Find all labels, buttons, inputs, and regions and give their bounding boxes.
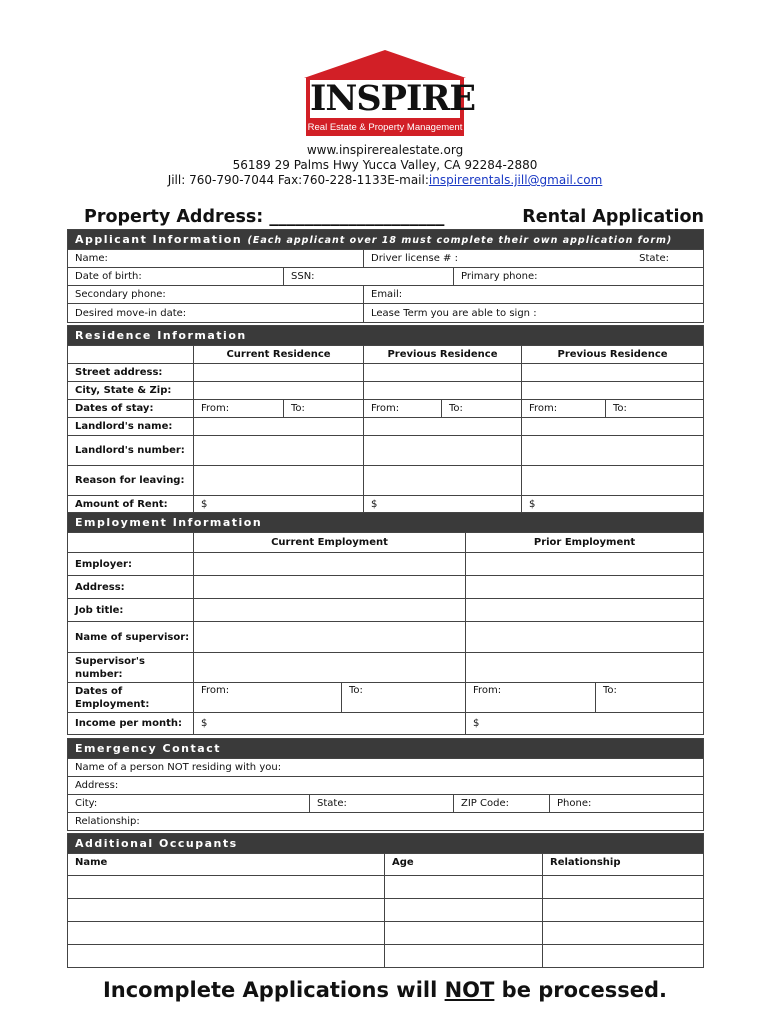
company-logo — [304, 50, 476, 140]
phones-text: Jill: 760-790-7044 Fax:760-228-1133E-mail: — [167, 173, 429, 187]
applicant-table — [67, 229, 704, 323]
stay-to-current[interactable]: To: — [284, 400, 364, 418]
occupant-1-relationship[interactable] — [543, 876, 704, 899]
row-dates-employment: Dates of Employment: — [68, 683, 194, 713]
dob-field[interactable]: Date of birth: — [68, 268, 284, 286]
applicant-header — [68, 230, 704, 250]
occupant-4-age[interactable] — [385, 945, 543, 968]
city-prev-1[interactable] — [364, 382, 522, 400]
emergency-city-field[interactable]: City: — [68, 795, 310, 813]
row-landlord-number: Landlord's number: — [68, 436, 194, 466]
emergency-phone-field[interactable]: Phone: — [550, 795, 704, 813]
landlord-prev-1[interactable] — [364, 418, 522, 436]
col-current-residence: Current Residence — [194, 346, 364, 364]
email-link[interactable]: inspirerentals.jill@gmail.com — [428, 173, 603, 187]
page-title: Rental Application — [522, 207, 704, 227]
row-reason-leaving: Reason for leaving: — [68, 466, 194, 496]
applicant-header-title: Applicant Information — [75, 233, 243, 246]
reason-prev-2[interactable] — [522, 466, 704, 496]
license-label: Driver license # : — [371, 253, 458, 264]
emergency-relationship-field[interactable]: Relationship: — [68, 813, 704, 831]
emp-from-current[interactable]: From: — [194, 683, 342, 713]
emergency-address-field[interactable]: Address: — [68, 777, 704, 795]
row-address: Address: — [68, 576, 194, 599]
income-current[interactable]: $ — [194, 713, 466, 735]
row-income: Income per month: — [68, 713, 194, 735]
street-current[interactable] — [194, 364, 364, 382]
rent-current[interactable]: $ — [194, 496, 364, 514]
street-prev-1[interactable] — [364, 364, 522, 382]
footer-post: be processed. — [494, 978, 668, 1002]
occupants-table — [67, 833, 704, 968]
col-previous-residence-2: Previous Residence — [522, 346, 704, 364]
row-supervisor-number: Supervisor's number: — [68, 653, 194, 683]
rent-prev-2[interactable]: $ — [522, 496, 704, 514]
city-current[interactable] — [194, 382, 364, 400]
landlord-prev-2[interactable] — [522, 418, 704, 436]
emergency-table — [67, 738, 704, 831]
emergency-zip-field[interactable]: ZIP Code: — [454, 795, 550, 813]
col-occupant-age: Age — [385, 854, 543, 876]
job-title-prior[interactable] — [466, 599, 704, 622]
employment-table — [67, 512, 704, 735]
logo-roof — [304, 50, 466, 78]
occupant-1-age[interactable] — [385, 876, 543, 899]
supervisor-prior[interactable] — [466, 622, 704, 653]
row-job-title: Job title: — [68, 599, 194, 622]
footer-emphasis: NOT — [444, 978, 495, 1002]
landlord-number-current[interactable] — [194, 436, 364, 466]
col-current-employment: Current Employment — [194, 533, 466, 553]
occupants-header: Additional Occupants — [68, 834, 704, 854]
employer-prior[interactable] — [466, 553, 704, 576]
address-current[interactable] — [194, 576, 466, 599]
col-occupant-name: Name — [68, 854, 385, 876]
supervisor-number-current[interactable] — [194, 653, 466, 683]
row-city-state-zip: City, State & Zip: — [68, 382, 194, 400]
occupant-2-name[interactable] — [68, 899, 385, 922]
occupant-4-name[interactable] — [68, 945, 385, 968]
employment-corner — [68, 533, 194, 553]
email-field[interactable]: Email: — [364, 286, 704, 304]
city-prev-2[interactable] — [522, 382, 704, 400]
primary-phone-field[interactable]: Primary phone: — [454, 268, 704, 286]
row-street-address: Street address: — [68, 364, 194, 382]
occupant-1-name[interactable] — [68, 876, 385, 899]
emergency-state-field[interactable]: State: — [310, 795, 454, 813]
emp-from-prior[interactable]: From: — [466, 683, 596, 713]
residence-corner — [68, 346, 194, 364]
logo-tagline: Real Estate & Property Management — [307, 122, 463, 133]
reason-current[interactable] — [194, 466, 364, 496]
emergency-header: Emergency Contact — [68, 739, 704, 759]
stay-from-current[interactable]: From: — [194, 400, 284, 418]
rent-prev-1[interactable]: $ — [364, 496, 522, 514]
landlord-current[interactable] — [194, 418, 364, 436]
occupant-2-age[interactable] — [385, 899, 543, 922]
supervisor-number-prior[interactable] — [466, 653, 704, 683]
col-occupant-relationship: Relationship — [543, 854, 704, 876]
stay-to-prev-2[interactable]: To: — [606, 400, 704, 418]
title-bar — [84, 205, 704, 229]
move-in-field[interactable]: Desired move-in date: — [68, 304, 364, 323]
contact-line — [0, 173, 770, 188]
license-field[interactable] — [364, 250, 704, 268]
residence-header: Residence Information — [68, 326, 704, 346]
lease-term-field[interactable]: Lease Term you are able to sign : — [364, 304, 704, 323]
secondary-phone-field[interactable]: Secondary phone: — [68, 286, 364, 304]
name-field[interactable]: Name: — [68, 250, 364, 268]
ssn-field[interactable]: SSN: — [284, 268, 454, 286]
job-title-current[interactable] — [194, 599, 466, 622]
landlord-number-prev-1[interactable] — [364, 436, 522, 466]
occupant-2-relationship[interactable] — [543, 899, 704, 922]
col-previous-residence-1: Previous Residence — [364, 346, 522, 364]
applicant-header-note: (Each applicant over 18 must complete their own application form) — [247, 235, 673, 246]
row-supervisor-name: Name of supervisor: — [68, 622, 194, 653]
occupant-4-relationship[interactable] — [543, 945, 704, 968]
income-prior[interactable]: $ — [466, 713, 704, 735]
emp-to-current[interactable]: To: — [342, 683, 466, 713]
row-landlord-name: Landlord's name: — [68, 418, 194, 436]
footer-pre: Incomplete Applications will — [102, 978, 445, 1002]
row-employer: Employer: — [68, 553, 194, 576]
landlord-number-prev-2[interactable] — [522, 436, 704, 466]
property-address-label: Property Address: ____________________ — [84, 207, 445, 227]
state-label: State: — [639, 253, 669, 264]
website-text: www.inspirerealestate.org — [306, 143, 464, 157]
reason-prev-1[interactable] — [364, 466, 522, 496]
row-dates-of-stay: Dates of stay: — [68, 400, 194, 418]
address-prior[interactable] — [466, 576, 704, 599]
address-text: 56189 29 Palms Hwy Yucca Valley, CA 92284-2880 — [232, 158, 538, 172]
footer-notice — [0, 978, 770, 1002]
logo-word: INSPIRE — [310, 78, 476, 119]
supervisor-current[interactable] — [194, 622, 466, 653]
emergency-person-field[interactable]: Name of a person NOT residing with you: — [68, 759, 704, 777]
employment-header: Employment Information — [68, 513, 704, 533]
employer-current[interactable] — [194, 553, 466, 576]
stay-from-prev-1[interactable]: From: — [364, 400, 442, 418]
occupant-3-age[interactable] — [385, 922, 543, 945]
row-amount-rent: Amount of Rent: — [68, 496, 194, 514]
stay-from-prev-2[interactable]: From: — [522, 400, 606, 418]
occupant-3-name[interactable] — [68, 922, 385, 945]
occupant-3-relationship[interactable] — [543, 922, 704, 945]
stay-to-prev-1[interactable]: To: — [442, 400, 522, 418]
col-prior-employment: Prior Employment — [466, 533, 704, 553]
street-prev-2[interactable] — [522, 364, 704, 382]
emp-to-prior[interactable]: To: — [596, 683, 704, 713]
residence-table — [67, 325, 704, 514]
